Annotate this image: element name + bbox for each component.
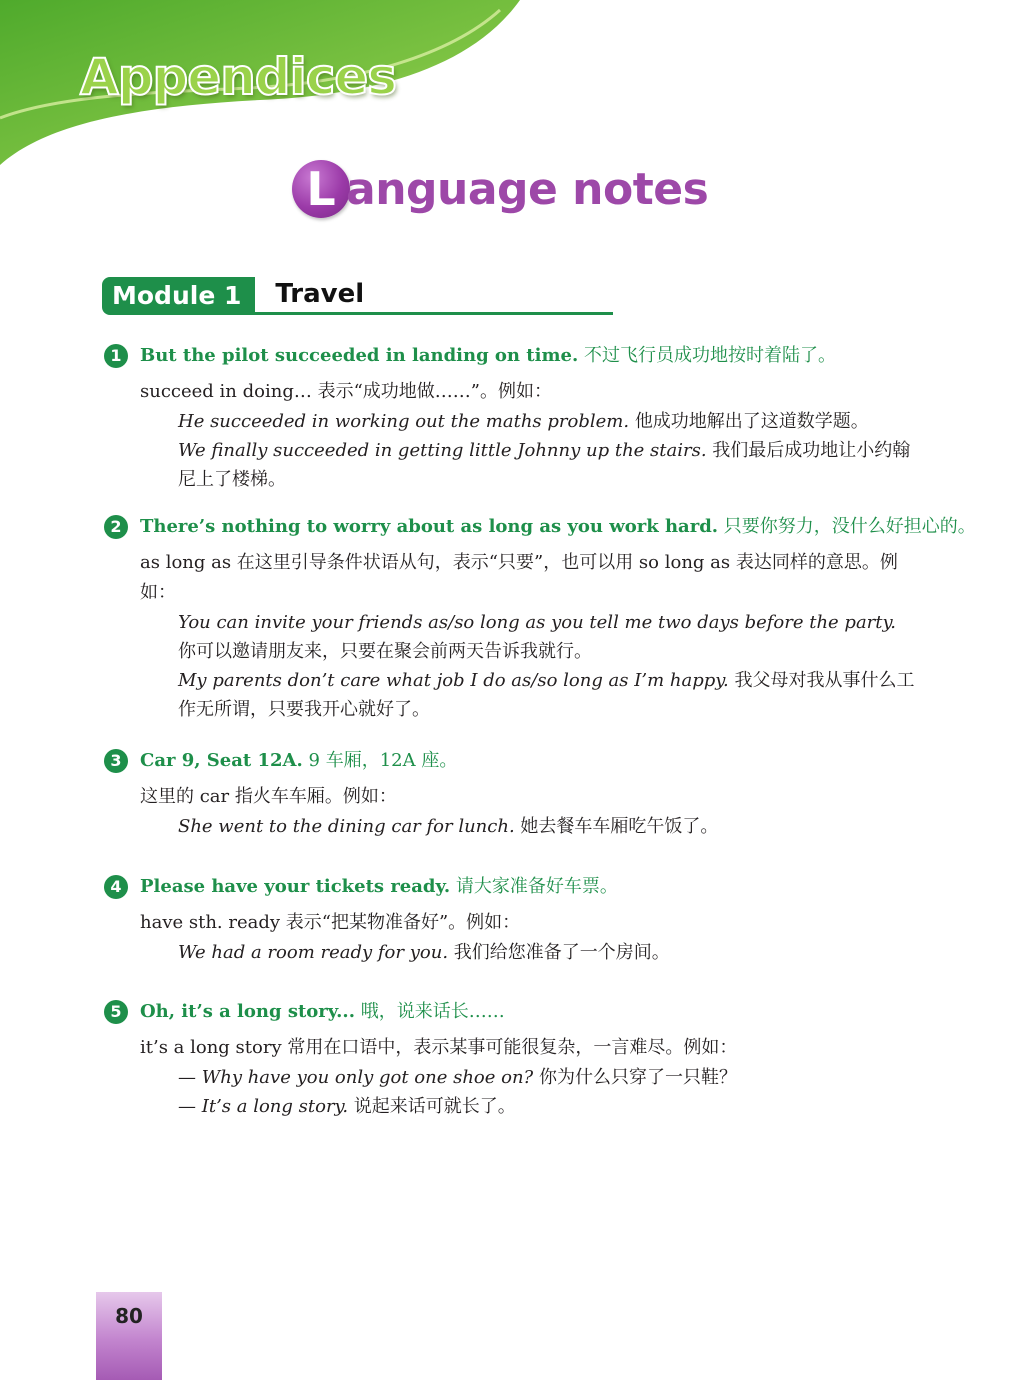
example-sentence — [178, 812, 916, 841]
note-item — [104, 514, 976, 724]
note-heading-english: Please have your tickets ready. — [140, 876, 451, 897]
example-dialogue-line — [178, 1092, 916, 1121]
example-english: He succeeded in working out the maths problem. — [178, 411, 630, 432]
note-heading-english: Oh, it’s a long story... — [140, 1001, 355, 1022]
note-explanation: have sth. ready 表示“把某物准备好”。例如： — [140, 912, 521, 933]
page-number-tab — [96, 1292, 162, 1380]
module-tag: Module 1 — [102, 277, 255, 315]
example-english: She went to the dining car for lunch. — [178, 816, 515, 837]
example-english: My parents don’t care what job I do as/so long as I’m happy. — [178, 670, 729, 691]
note-item — [104, 999, 924, 1121]
example-chinese: 她去餐车车厢吃午饭了。 — [520, 816, 719, 837]
note-number-badge: 1 — [104, 344, 128, 368]
note-heading-chinese: 请大家准备好车票。 — [455, 876, 618, 897]
note-number-badge: 5 — [104, 1000, 128, 1024]
module-header — [102, 275, 613, 315]
note-number-badge: 3 — [104, 749, 128, 773]
example-sentence — [178, 608, 916, 666]
example-sentence — [178, 407, 916, 436]
note-item — [104, 748, 924, 841]
title-text: anguage notes — [346, 163, 709, 215]
page-number: 80 — [115, 1304, 143, 1328]
note-heading-chinese: 9 车厢，12A 座。 — [308, 750, 458, 771]
example-sentence — [178, 666, 916, 724]
example-english: You can invite your friends as/so long as you tell me two days before the party. — [178, 612, 897, 633]
example-chinese: 我们最后成功地让小约翰尼上了楼梯。 — [178, 440, 911, 490]
example-english: — Why have you only got one shoe on? — [178, 1067, 534, 1088]
example-english: We finally succeeded in getting little Johnny up the stairs. — [178, 440, 707, 461]
module-title: Travel — [255, 277, 613, 315]
note-heading-english: There’s nothing to worry about as long as you work hard. — [140, 516, 719, 537]
note-explanation: as long as 在这里引导条件状语从句，表示“只要”，也可以用 so long as 表达同样的意思。例如： — [140, 552, 898, 603]
example-chinese: 说起来话可就长了。 — [353, 1096, 516, 1117]
example-chinese: 我父母对我从事什么工作无所谓，只要我开心就好了。 — [178, 670, 915, 720]
title-initial-badge: L — [292, 160, 350, 218]
note-item — [104, 343, 924, 494]
example-sentence — [178, 938, 916, 967]
example-sentence — [178, 436, 916, 494]
note-explanation: it’s a long story 常用在口语中，表示某事可能很复杂，一言难尽。例如： — [140, 1037, 738, 1058]
page-title — [292, 158, 708, 220]
note-heading-chinese: 哦，说来话长…… — [360, 1001, 505, 1022]
note-heading — [140, 748, 924, 774]
example-english: — It’s a long story. — [178, 1096, 349, 1117]
note-heading — [140, 999, 924, 1025]
note-number-badge: 4 — [104, 875, 128, 899]
note-explanation: succeed in doing… 表示“成功地做……”。例如： — [140, 381, 552, 402]
section-title: Appendices — [80, 48, 397, 106]
example-chinese: 我们给您准备了一个房间。 — [453, 942, 670, 963]
note-heading-chinese: 不过飞行员成功地按时着陆了。 — [583, 345, 836, 366]
note-number-badge: 2 — [104, 515, 128, 539]
example-chinese: 他成功地解出了这道数学题。 — [634, 411, 869, 432]
note-heading-chinese: 只要你努力，没什么好担心的。 — [723, 516, 976, 537]
note-heading-english: Car 9, Seat 12A. — [140, 750, 303, 771]
example-dialogue-line — [178, 1063, 916, 1092]
note-heading — [140, 874, 924, 900]
note-item — [104, 874, 924, 967]
note-heading-english: But the pilot succeeded in landing on time. — [140, 345, 579, 366]
example-chinese: 你可以邀请朋友来，只要在聚会前两天告诉我就行。 — [178, 641, 592, 662]
example-chinese: 你为什么只穿了一只鞋？ — [538, 1067, 737, 1088]
note-heading — [140, 514, 976, 540]
note-heading — [140, 343, 924, 369]
note-explanation: 这里的 car 指火车车厢。例如： — [140, 786, 397, 807]
example-english: We had a room ready for you. — [178, 942, 449, 963]
